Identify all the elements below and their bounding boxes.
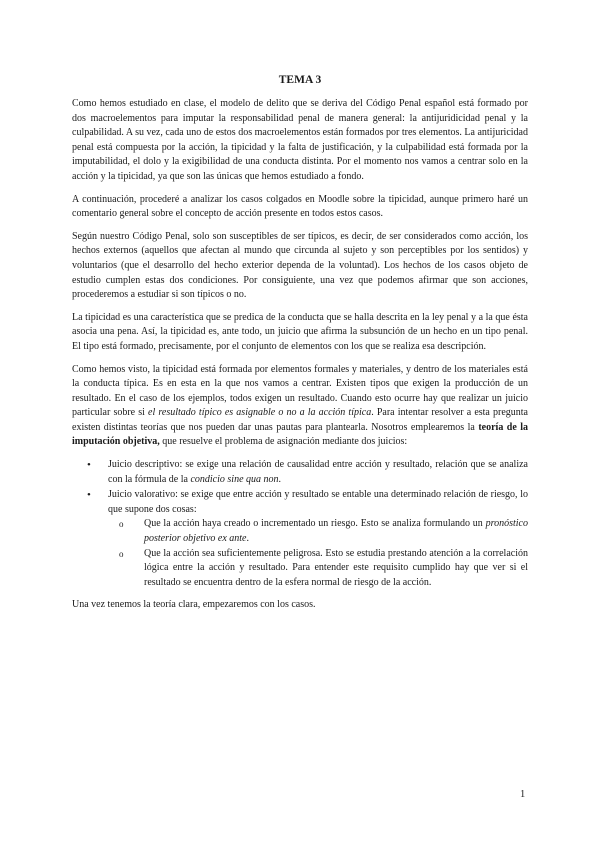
text-run: . Para intentar resolver a esta pregunta existen distintas teorías que nos pueden dar unas pautas para plantearla. Nosotros emplearemos la	[72, 407, 528, 433]
paragraph-tipicidad: La tipicidad es una característica que se predica de la conducta que se halla descrita en la ley penal y a la que ésta asocia una pena. Así, la tipicidad es, ante todo, un juicio que afirma la subsunción de un hecho en un tipo penal. El tipo está formado, precisamente, por el conjunto de elementos con los que se realiza esa descripción.	[72, 311, 528, 352]
judgement-list	[72, 458, 528, 590]
document-body	[72, 97, 528, 621]
paragraph-imputacion	[72, 363, 528, 451]
list-item-valorativo	[108, 488, 528, 590]
sublist-item-peligrosa: o Que la acción sea suficientemente peligrosa. Esto se estudia prestando atención a la correlación lógica entre la acción y resultado. Para entender este requisito cumplido hay que ver si el resultado se encuentra dentro de la esfera normal de riesgo de la acción.	[144, 547, 528, 591]
text-run: Como hemos visto, la tipicidad está formada por elementos formales y materiales, y dentro de los materiales está la conducta típica. Es en esta en la que nos vamos a centrar. Existen tipos que exigen la producción de un resultado. En el caso de los ejemplos, todos exigen un resultado. Cuando esto ocurre hay que realizar un juicio particular sobre si	[72, 363, 528, 419]
list-item-descriptivo	[108, 458, 528, 487]
page-number: 1	[520, 789, 526, 800]
bold-run: teoría de la imputación objetiva,	[72, 421, 529, 448]
page-title: TEMA 3	[278, 74, 322, 86]
sublist-item-riesgo	[144, 517, 528, 546]
paragraph-action: Según nuestro Código Penal, solo son susceptibles de ser típicos, es decir, de ser considerados como acción, los hechos externos (aquellos que afectan al mundo que circunda al sujeto y son perceptibles por los sentidos) y voluntarios (que el desarrollo del hecho exterior dependa de la voluntad). Los hechos de los casos objeto de estudio cumplen estas dos condiciones. Por consiguiente, una vez que podemos afirmar que son acciones, procederemos a estudiar si son típicos o no.	[72, 230, 528, 301]
italic-run: pronóstico posterior objetivo ex ante	[144, 518, 528, 545]
paragraph-intro: Como hemos estudiado en clase, el modelo de delito que se deriva del Código Penal español está formado por dos macroelementos para imputar la responsabilidad penal de manera general: la antijuridicidad penal y la culpabilidad. A su vez, cada uno de estos dos macroelementos están formados por tres elementos. La antijuricidad penal está compuesta por la acción, la tipicidad y la falta de justificación, y la culpabilidad está formada por la imputabilidad, el dolo y la exigibilidad de una conducta distinta. Por el momento nos vamos a centrar solo en la acción y la tipicidad, ya que son las únicas que hemos estudiado a fondo.	[72, 98, 528, 182]
text-run: Que la acción haya creado o incrementado un riesgo. Esto se analiza formulando un	[144, 518, 486, 530]
sublist	[108, 517, 528, 590]
text-run: Juicio valorativo: se exige que entre acción y resultado se entable una determinado relación de riesgo, lo que supone dos cosas:	[108, 489, 528, 515]
text-run: .	[246, 533, 249, 545]
italic-run: condicio sine qua non	[190, 473, 279, 485]
italic-run: el resultado típico es asignable o no a la acción típica	[148, 407, 372, 419]
text-run: Juicio descriptivo: se exige una relación de causalidad entre acción y resultado, relación que se analiza con la fórmula de la	[108, 459, 528, 485]
text-run: .	[278, 473, 282, 485]
text-run: que resuelve el problema de asignación mediante dos juicios:	[159, 436, 408, 448]
paragraph-closing: Una vez tenemos la teoría clara, empezaremos con los casos.	[72, 599, 316, 611]
paragraph-analysis: A continuación, procederé a analizar los casos colgados en Moodle sobre la tipicidad, aunque primero haré un comentario general sobre el concepto de acción presente en todos estos casos.	[72, 193, 528, 220]
